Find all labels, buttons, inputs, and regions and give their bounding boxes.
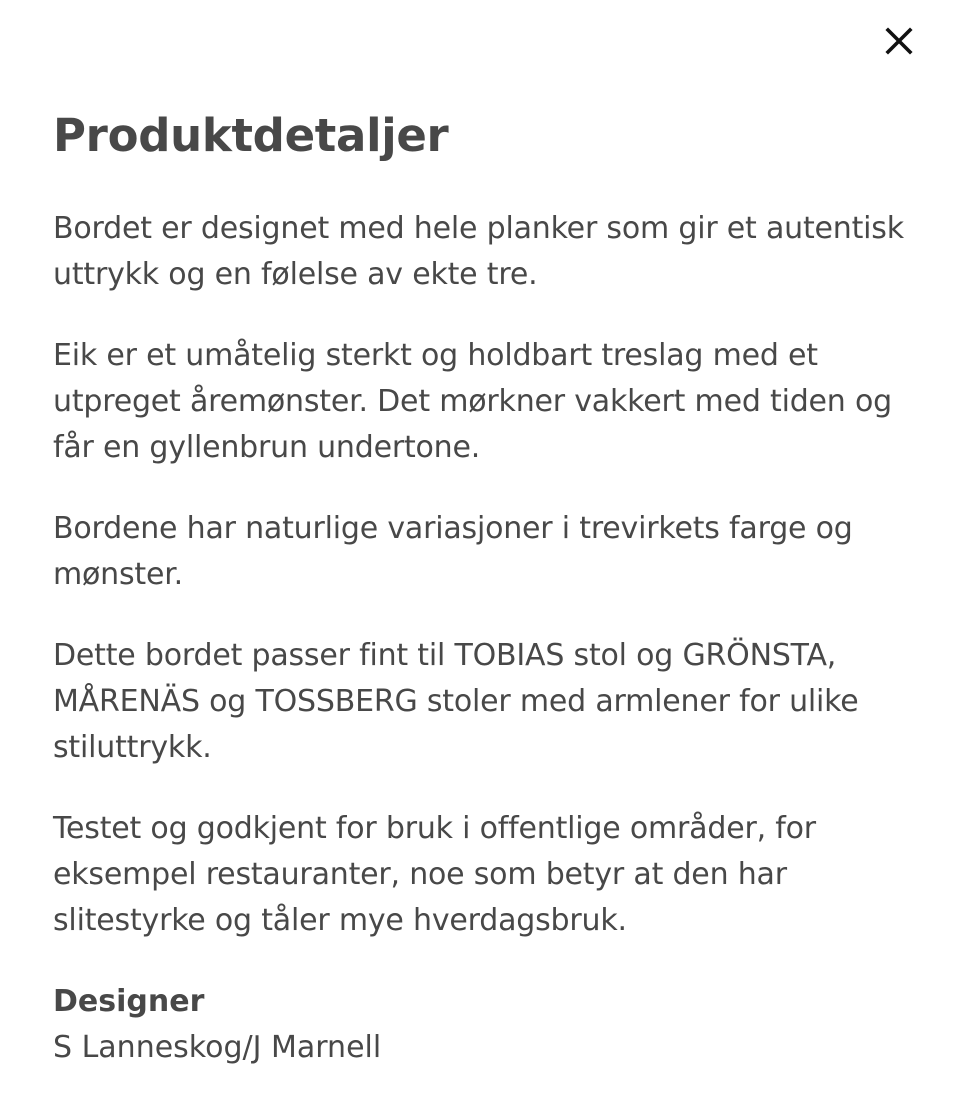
description-paragraph-1: Bordet er designet med hele planker som gir et autentisk uttrykk og en følelse av ekte tre. — [53, 211, 904, 292]
page-title: Produktdetaljer — [53, 109, 449, 162]
close-icon — [883, 25, 915, 57]
description-paragraph-2: Eik er et umåtelig sterkt og holdbart treslag med et utpreget åremønster. Det mørkner vakkert med tiden og får en gyllenbrun undertone. — [53, 338, 892, 465]
designer-name: S Lanneskog/J Marnell — [53, 1030, 382, 1065]
description-paragraph-5: Testet og godkjent for bruk i offentlige områder, for eksempel restauranter, noe som betyr at den har slitestyrke og tåler mye hverdagsbruk. — [53, 811, 816, 938]
description-paragraph-4: Dette bordet passer fint til TOBIAS stol og GRÖNSTA, MÅRENÄS og TOSSBERG stoler med armlener for ulike stiluttrykk. — [53, 638, 859, 765]
product-details-panel — [53, 108, 923, 1071]
close-button[interactable] — [876, 18, 922, 64]
description-paragraph-3: Bordene har naturlige variasjoner i trevirkets farge og mønster. — [53, 511, 853, 592]
designer-label: Designer — [53, 984, 205, 1019]
